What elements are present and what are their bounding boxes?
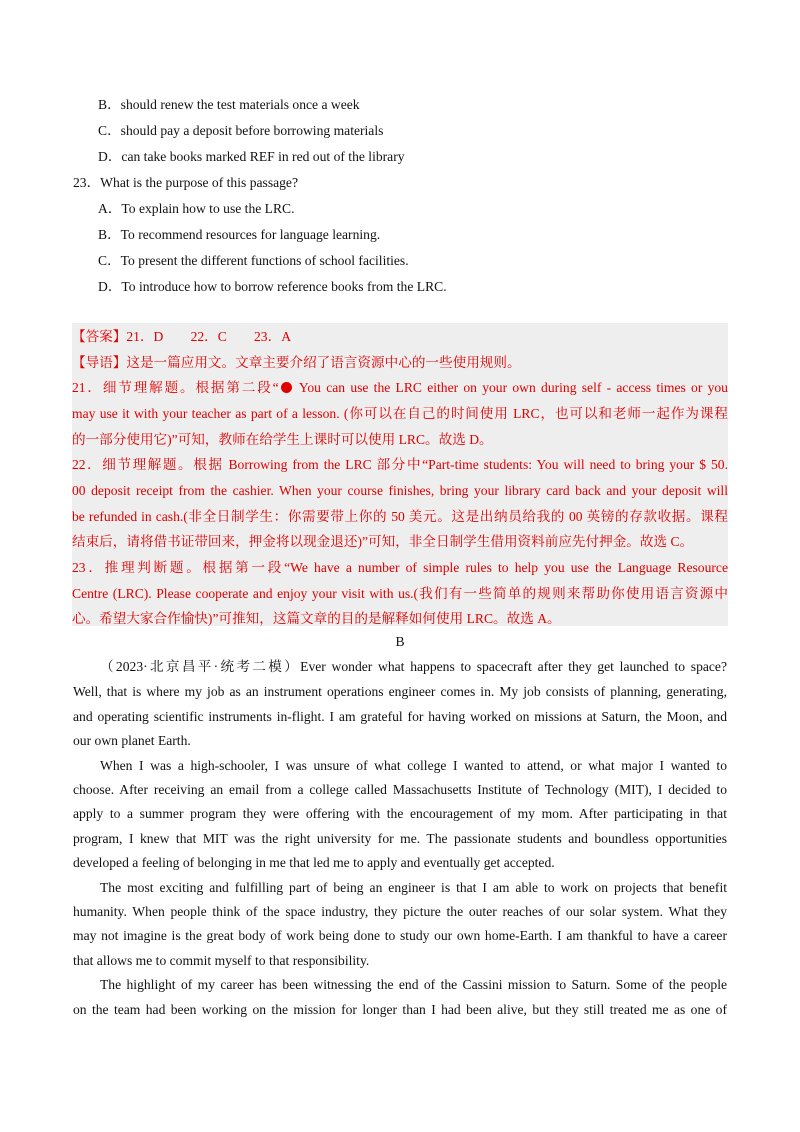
- explanation-22-line-3: be refunded in cash.(非全日制学生：你需要带上你的 50 美元。这是出纳员给我的 00 英镑的存款收据。课程: [72, 509, 728, 524]
- explanation-21-line-3: 的一部分使用它)”可知，教师在给学生上课时可以使用 LRC。故选 D。: [72, 432, 493, 447]
- paragraph-line: choose. After receiving an email from a college called Massachusetts Institute of Technology (MIT), I decided to: [73, 782, 727, 797]
- explanation-21-prefix: 21．细节理解题。根据第二段“: [72, 380, 279, 395]
- paragraph-line: on the team had been working on the mission for longer than I had been alive, but they still treated me as one of: [73, 1002, 727, 1017]
- paragraph-line: apply to a summer program they were offering with the encouragement of my mom. After participating in that: [73, 806, 727, 821]
- paragraph-line: When I was a high-schooler, I was unsure of what college I wanted to attend, or what major I wanted to: [100, 758, 727, 773]
- paragraph-line: that allows me to commit myself to that responsibility.: [73, 953, 370, 968]
- explanation-21-line-1: [72, 379, 728, 397]
- paragraph-line: The most exciting and fulfilling part of being an engineer is that I am able to work on projects that benefit: [100, 880, 727, 895]
- paragraph-line: our own planet Earth.: [73, 733, 191, 748]
- paragraph-line: （2023·北京昌平·统考二模）Ever wonder what happens to spacecraft after they get launched to space?: [100, 659, 727, 674]
- explanation-21-quote: You can use the LRC either on your own during self - access times or you: [293, 380, 728, 395]
- explanation-21-line-2: may use it with your teacher as part of a lesson. (你可以在自己的时间使用 LRC，也可以和老师一起作为课程: [72, 406, 728, 421]
- paragraph-line: The highlight of my career has been witnessing the end of the Cassini mission to Saturn. Some of the people: [100, 977, 727, 992]
- option-22-c: C．should pay a deposit before borrowing materials: [98, 123, 384, 138]
- answer-guide: 【导语】这是一篇应用文。文章主要介绍了语言资源中心的一些使用规则。: [72, 355, 521, 370]
- option-23-d: D．To introduce how to borrow reference books from the LRC.: [98, 279, 447, 294]
- paragraph-line: and operating scientific instruments in-flight. I am grateful for having worked on missions at Saturn, the Moon, and: [73, 709, 727, 724]
- option-22-d: D．can take books marked REF in red out of the library: [98, 149, 405, 164]
- paragraph-line: humanity. When people think of the space industry, they picture the outer reaches of our solar system. What they: [73, 904, 727, 919]
- question-23-stem: 23．What is the purpose of this passage?: [73, 175, 299, 190]
- option-22-b: B．should renew the test materials once a week: [98, 97, 360, 112]
- answer-key: 【答案】21．D 22．C 23．A: [72, 329, 292, 344]
- explanation-22-line-4: 结束后，请将借书证带回来，押金将以现金退还)”可知，非全日制学生借用资料前应先付押金。故选 C。: [72, 534, 694, 549]
- paragraph-line: developed a feeling of belonging in me that led me to apply and eventually get accepted.: [73, 855, 555, 870]
- paragraph-line: program, I knew that MIT was the right university for me. The passionate students and boundless opportunities: [73, 831, 727, 846]
- explanation-22-line-2: 00 deposit receipt from the cashier. When your course finishes, bring your library card back and your deposit will: [72, 483, 728, 498]
- explanation-23-line-1: 23．推理判断题。根据第一段“We have a number of simple rules to help you use the Language Resource: [72, 560, 728, 575]
- answer-explanation-box: [72, 323, 728, 626]
- option-23-a: A．To explain how to use the LRC.: [98, 201, 295, 216]
- section-b-heading: B: [395, 634, 405, 649]
- bullet-icon: [281, 382, 292, 393]
- explanation-22-line-1: 22．细节理解题。根据 Borrowing from the LRC 部分中“Part-time students: You will need to bring your $ 50.: [72, 457, 728, 472]
- paragraph-line: may not imagine is the great body of work being done to study our own home-Earth. I am thankful to have a career: [73, 928, 727, 943]
- explanation-23-line-3: 心。希望大家合作愉快)”可推知，这篇文章的目的是解释如何使用 LRC。故选 A。: [72, 611, 561, 626]
- option-23-b: B．To recommend resources for language learning.: [98, 227, 381, 242]
- option-23-c: C．To present the different functions of school facilities.: [98, 253, 409, 268]
- explanation-23-line-2: Centre (LRC). Please cooperate and enjoy your visit with us.(我们有一些简单的规则来帮助你使用语言资源中: [72, 586, 728, 601]
- paragraph-line: Well, that is where my job as an instrument operations engineer comes in. My job consists of planning, generating,: [73, 684, 727, 699]
